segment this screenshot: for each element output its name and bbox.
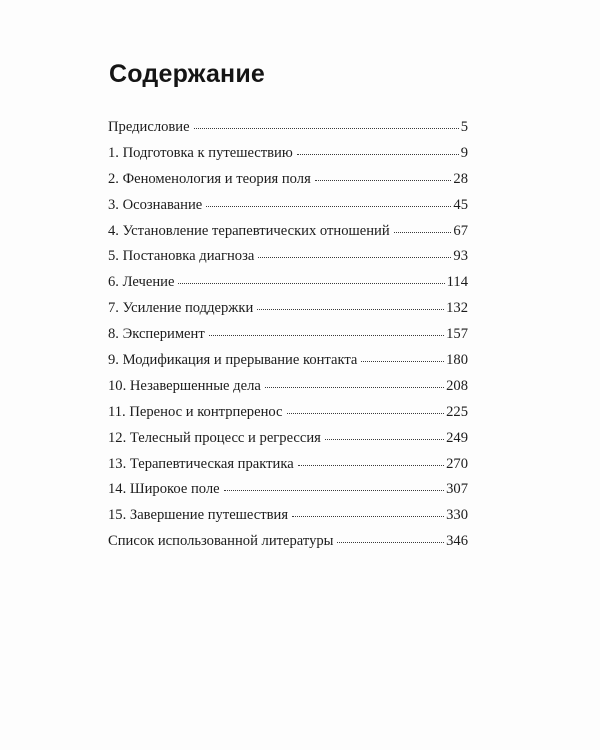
toc-entry-title: 5. Постановка диагноза bbox=[108, 248, 255, 265]
toc-entry bbox=[108, 296, 468, 322]
toc-entry bbox=[108, 193, 468, 219]
toc-entry-title: 2. Феноменология и теория поля bbox=[108, 170, 311, 187]
toc-entry bbox=[108, 348, 468, 374]
toc-entry-title: Предисловие bbox=[108, 119, 190, 135]
toc-entry-title: Список использованной литературы bbox=[108, 533, 334, 550]
toc-entry-title: 7. Усиление поддержки bbox=[108, 300, 254, 317]
toc-entry-title: 1. Подготовка к путешествию bbox=[108, 144, 293, 161]
toc-entry-page: 330 bbox=[446, 507, 468, 524]
dot-leader bbox=[206, 206, 451, 207]
toc-entry-page: 5 bbox=[460, 119, 468, 135]
page-title: Содержание bbox=[109, 60, 266, 88]
toc-entry-title: 9. Модификация и прерывание контакта bbox=[108, 352, 358, 369]
toc-entry-title: 15. Завершение путешествия bbox=[108, 507, 289, 524]
dot-leader bbox=[297, 154, 459, 155]
toc-entry bbox=[108, 374, 468, 400]
dot-leader bbox=[298, 465, 444, 466]
dot-leader bbox=[224, 490, 444, 491]
toc-entry-title: 10. Незавершенные дела bbox=[108, 377, 261, 394]
toc-entry-title: 6. Лечение bbox=[108, 274, 175, 291]
toc-entry-title: 12. Телесный процесс и регрессия bbox=[108, 429, 321, 446]
dot-leader bbox=[394, 232, 452, 233]
toc-entry bbox=[108, 141, 468, 167]
toc-entry bbox=[108, 426, 468, 452]
toc-entry-page: 45 bbox=[453, 196, 468, 213]
toc-entry-page: 114 bbox=[446, 274, 468, 291]
toc-entry-page: 180 bbox=[446, 352, 468, 369]
dot-leader bbox=[178, 283, 444, 284]
toc-entry-page: 28 bbox=[453, 170, 468, 187]
toc-entry bbox=[108, 452, 468, 478]
toc-entry-page: 346 bbox=[446, 533, 468, 550]
dot-leader bbox=[209, 335, 444, 336]
toc-entry-page: 9 bbox=[460, 144, 468, 161]
dot-leader bbox=[292, 516, 444, 517]
toc-entry-page: 208 bbox=[446, 377, 468, 394]
toc-entry-page: 249 bbox=[446, 429, 468, 446]
toc-entry bbox=[108, 477, 468, 503]
dot-leader bbox=[337, 542, 444, 543]
toc-entry-title: 14. Широкое поле bbox=[108, 481, 220, 498]
dot-leader bbox=[258, 257, 451, 258]
dot-leader bbox=[194, 128, 459, 129]
toc-entry bbox=[108, 244, 468, 270]
dot-leader bbox=[287, 413, 445, 414]
dot-leader bbox=[257, 309, 444, 310]
toc-entry-page: 67 bbox=[453, 222, 468, 239]
toc-entry-page: 93 bbox=[453, 248, 468, 265]
toc-entry-title: 8. Эксперимент bbox=[108, 326, 205, 343]
toc-entry-title: 3. Осознавание bbox=[108, 196, 203, 213]
dot-leader bbox=[325, 439, 444, 440]
toc-entry-title: 4. Установление терапевтических отношений bbox=[108, 222, 390, 239]
toc-entry-title: 13. Терапевтическая практика bbox=[108, 455, 294, 472]
toc-entry bbox=[108, 219, 468, 245]
toc-entry-page: 225 bbox=[446, 403, 468, 420]
toc-entry bbox=[108, 400, 468, 426]
toc-entry-page: 270 bbox=[446, 455, 468, 472]
toc-entry-page: 307 bbox=[446, 481, 468, 498]
dot-leader bbox=[315, 180, 452, 181]
toc-entry-title: 11. Перенос и контрперенос bbox=[108, 403, 283, 420]
toc-entry bbox=[108, 167, 468, 193]
toc-entry bbox=[108, 270, 468, 296]
toc-entry-page: 132 bbox=[446, 300, 468, 317]
toc-entry bbox=[108, 322, 468, 348]
toc-entry bbox=[108, 503, 468, 529]
toc-entry bbox=[108, 529, 468, 555]
dot-leader bbox=[265, 387, 444, 388]
dot-leader bbox=[361, 361, 444, 362]
toc-entry bbox=[108, 115, 468, 141]
table-of-contents bbox=[108, 115, 468, 555]
toc-entry-page: 157 bbox=[446, 326, 468, 343]
